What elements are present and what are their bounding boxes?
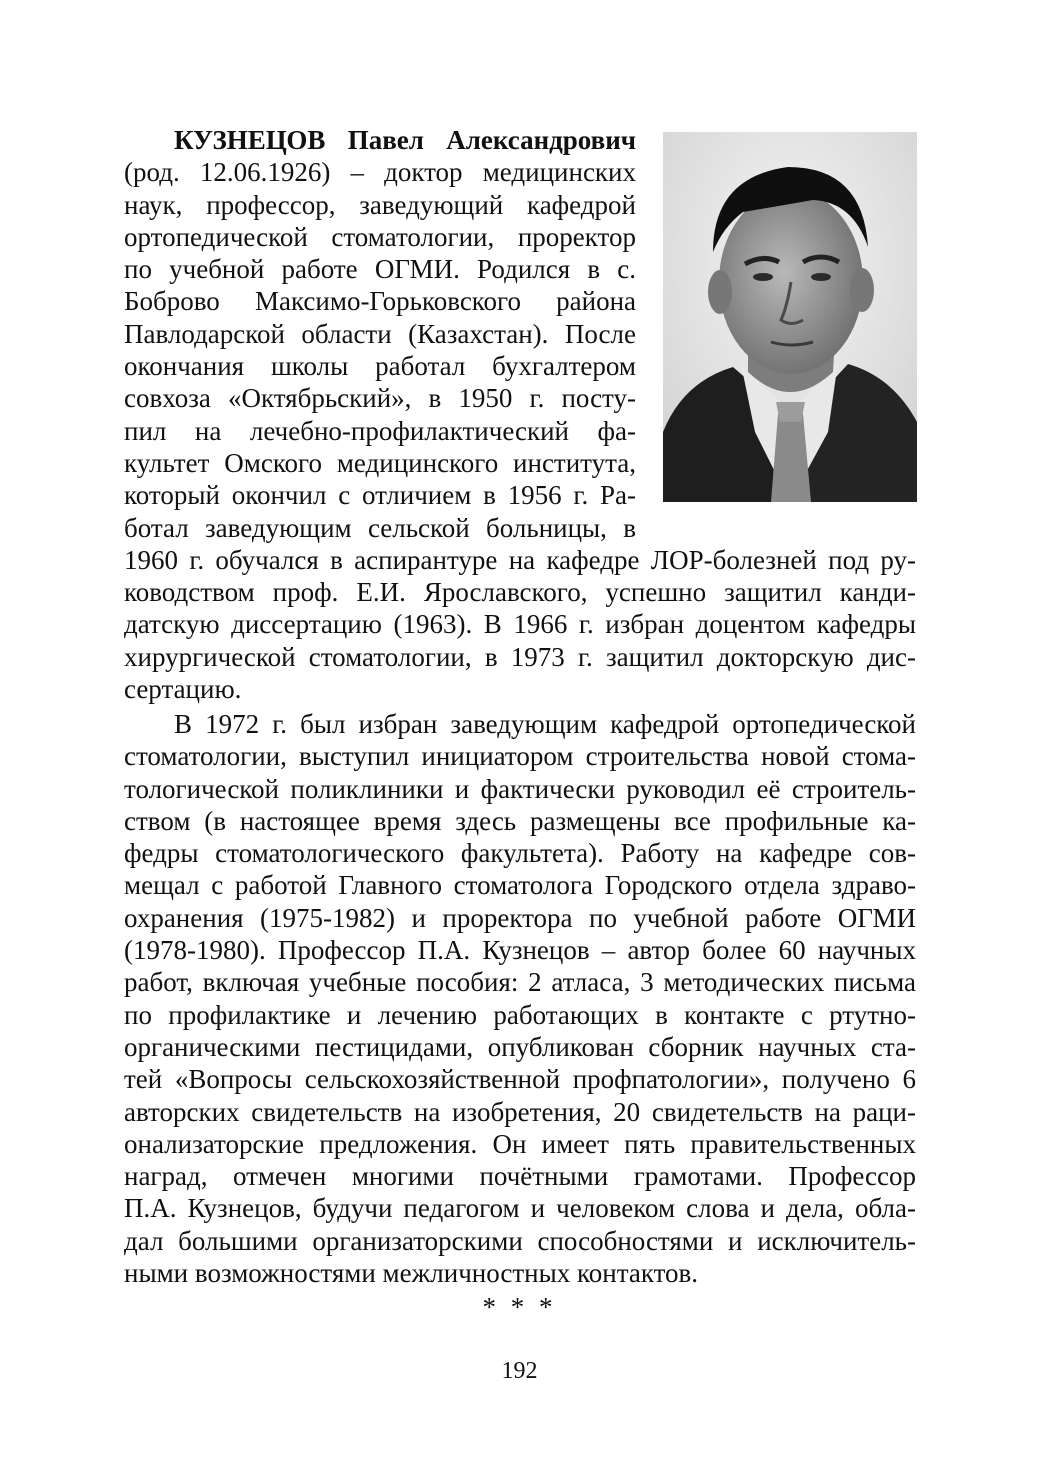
text-line: В 1972 г. был избран заведующим кафедрой ортопедической [174, 709, 916, 739]
text-line: (1978-1980). Профессор П.А. Кузнецов – автор более 60 научных [124, 935, 916, 966]
biography-paragraph-2 [124, 708, 916, 1289]
text-line: онализаторские предложения. Он имеет пять правительственных [124, 1128, 916, 1159]
text-line: дал большими организаторскими способностями и исключитель- [124, 1225, 916, 1256]
text-line: по учебной работе ОГМИ. Родился в с. [124, 254, 636, 285]
text-line: стоматологии, выступил инициатором строительства новой стома- [124, 741, 916, 772]
text-line: 1960 г. обучался в аспирантуре на кафедре ЛОР-болезней под ру- [124, 544, 916, 575]
page-number: 192 [501, 1358, 538, 1384]
text-line: ководством проф. Е.И. Ярославского, успешно защитил канди- [124, 577, 916, 608]
text-line: П.А. Кузнецов, будучи педагогом и человеком слова и дела, обла- [124, 1193, 916, 1224]
text-line: федры стоматологического факультета). Работу на кафедре сов- [124, 838, 916, 869]
text-line: Боброво Максимо-Горьковского района [124, 286, 636, 317]
text-line: сертацию. [124, 674, 242, 705]
text-line: Павлодарской области (Казахстан). После [124, 318, 636, 349]
text-line: наград, отмечен многими почётными грамотами. Профессор [124, 1161, 916, 1192]
text-line: совхоза «Октябрьский», в 1950 г. посту- [124, 383, 636, 414]
text-line: ботал заведующим сельской больницы, в [124, 512, 636, 543]
text-line: (род. 12.06.1926) – доктор медицинских [124, 157, 636, 188]
person-name-heading: КУЗНЕЦОВ Павел Александрович [174, 125, 636, 155]
text-line: работ, включая учебные пособия: 2 атласа, 3 методических письма [124, 967, 916, 998]
text-line: мещал с работой Главного стоматолога Городского отдела здраво- [124, 870, 916, 901]
text-line: тей «Вопросы сельскохозяйственной профпатологии», получено 6 [124, 1064, 916, 1095]
text-line: хирургической стоматологии, в 1973 г. защитил докторскую дис- [124, 641, 916, 672]
text-line: пил на лечебно-профилактический фа- [124, 415, 636, 446]
text-line: охранения (1975-1982) и проректора по учебной работе ОГМИ [124, 902, 916, 933]
text-line: который окончил с отличием в 1956 г. Ра- [124, 480, 636, 511]
text-line: тологической поликлиники и фактически руководил её строитель- [124, 773, 916, 804]
text-line: ством (в настоящее время здесь размещены все профильные ка- [124, 805, 916, 836]
portrait-photo [663, 132, 917, 502]
text-line: датскую диссертацию (1963). В 1966 г. избран доцентом кафедры [124, 609, 916, 640]
text-line [124, 124, 636, 156]
text-line: окончания школы работал бухгалтером [124, 351, 636, 382]
text-line: ортопедической стоматологии, проректор [124, 221, 636, 252]
text-line: ными возможностями межличностных контактов. [124, 1258, 699, 1289]
text-line: органическими пестицидами, опубликован сборник научных ста- [124, 1031, 916, 1062]
text-line: культет Омского медицинского института, [124, 447, 636, 478]
text-line: по профилактике и лечению работающих в контакте с ртутно- [124, 999, 916, 1030]
text-line: авторских свидетельств на изобретения, 20 свидетельств на раци- [124, 1096, 916, 1127]
text-line: наук, профессор, заведующий кафедрой [124, 189, 636, 220]
section-separator: * * * [482, 1292, 557, 1322]
